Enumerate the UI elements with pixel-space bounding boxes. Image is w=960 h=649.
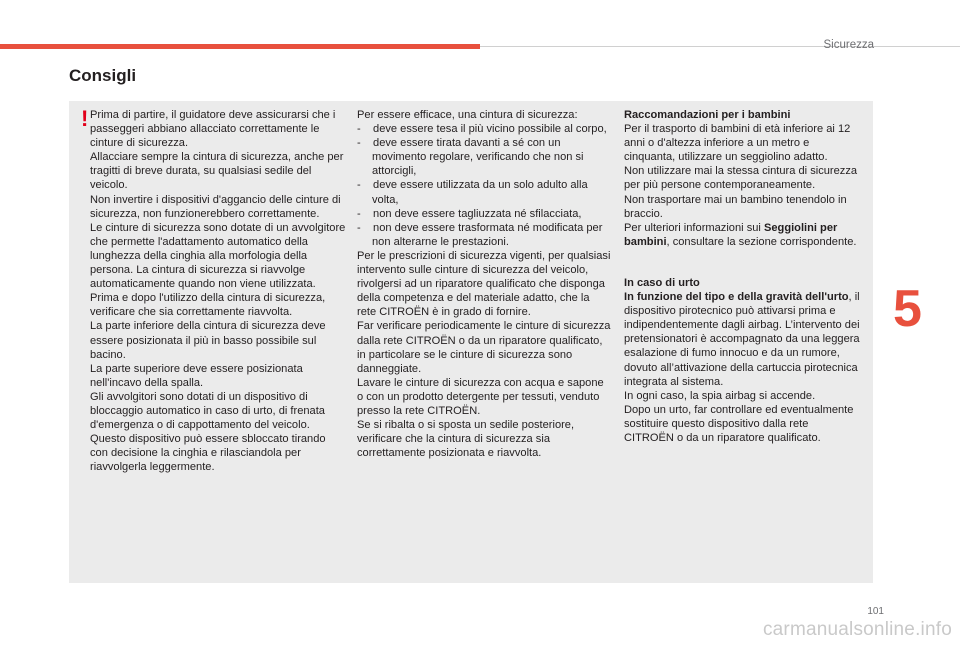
- list-item: - deve essere utilizzata da un solo adulto alla volta,: [357, 179, 588, 206]
- crash-heading: In caso di urto: [624, 276, 700, 289]
- column-right: [624, 108, 860, 445]
- header-divider: [480, 46, 960, 47]
- paragraph: Le cinture di sicurezza sono dotate di un avvolgitore che permette l'adattamento automatico della lunghezza della cinghia alla morfologia della persona. La cintura di sicurezza si riavvolge automaticamente quando non viene utilizzata.: [90, 221, 346, 291]
- spacer: [624, 249, 860, 276]
- children-heading: Raccomandazioni per i bambini: [624, 109, 791, 121]
- list-item: - deve essere tirata davanti a sé con un movimento regolare, verificando che non si attorcigli,: [357, 137, 584, 178]
- column-middle: [357, 108, 611, 460]
- paragraph: Lavare le cinture di sicurezza con acqua e sapone o con un prodotto detergente per tessuti, venduto presso la rete CITROËN.: [357, 376, 604, 417]
- paragraph: Prima di partire, il guidatore deve assicurarsi che i passeggeri abbiano allacciato correttamente le cinture di sicurezza.: [90, 109, 336, 150]
- chapter-number: 5: [893, 280, 922, 338]
- text-run: , consultare la sezione corrispondente.: [666, 235, 857, 248]
- list-intro: Per essere efficace, una cintura di sicurezza:: [357, 109, 578, 121]
- child-seats-reference: Seggiolini per bambini: [624, 221, 838, 248]
- paragraph: In ogni caso, la spia airbag si accende.: [624, 389, 816, 402]
- list-item: - non deve essere tagliuzzata né sfilacciata,: [357, 207, 582, 220]
- paragraph: [624, 290, 860, 389]
- paragraph: Non trasportare mai un bambino tenendolo in braccio.: [624, 193, 847, 220]
- paragraph: La parte superiore deve essere posizionata nell'incavo della spalla.: [90, 362, 303, 389]
- paragraph: Per le prescrizioni di sicurezza vigenti, per qualsiasi intervento sulle cinture di sicurezza del veicolo, rivolgersi ad un riparatore qualificato che disponga della competenza e del materiale adatto, che la rete CITROËN è in grado di fornire.: [357, 249, 611, 319]
- list-item: - deve essere tesa il più vicino possibile al corpo,: [357, 123, 607, 136]
- paragraph: Non utilizzare mai la stessa cintura di sicurezza per più persone contemporaneamente.: [624, 165, 858, 192]
- column-left: [90, 108, 346, 474]
- page-title: Consigli: [69, 66, 137, 85]
- paragraph: Far verificare periodicamente le cinture di sicurezza dalla rete CITROËN o da un riparatore qualificato, in particolare se le cinture di sicurezza sono danneggiate.: [357, 320, 611, 375]
- page-number: 101: [867, 606, 884, 617]
- paragraph: Per il trasporto di bambini di età inferiore ai 12 anni o d'altezza inferiore a un metro e cinquanta, utilizzare un seggiolino adatto.: [624, 123, 851, 164]
- paragraph: Prima e dopo l'utilizzo della cintura di sicurezza, verificare che sia correttamente riavvolta.: [90, 292, 326, 319]
- paragraph: [624, 221, 860, 249]
- warning-icon: !: [81, 106, 89, 131]
- paragraph: Gli avvolgitori sono dotati di un dispositivo di bloccaggio automatico in caso di urto, di frenata d'emergenza o di cappottamento del veicolo. Questo dispositivo può essere sbloccato tirando con decisione la cinghia e rilasciandola per riavvolgerla leggermente.: [90, 390, 326, 474]
- paragraph: Non invertire i dispositivi d'aggancio delle cinture di sicurezza, non funzionerebbero correttamente.: [90, 193, 341, 220]
- paragraph: Dopo un urto, far controllare ed eventualmente sostituire questo dispositivo dalla rete CITROËN o da un riparatore qualificato.: [624, 403, 854, 444]
- paragraph: La parte inferiore della cintura di sicurezza deve essere posizionata il più in basso possibile sul bacino.: [90, 320, 326, 361]
- crash-bold-lead: In funzione del tipo e della gravità dell'urto: [624, 291, 849, 304]
- section-title: Sicurezza: [823, 39, 874, 51]
- text-run: , il dispositivo pirotecnico può attivarsi prima e indipendentemente dagli airbag. L’intervento dei pretensionatori è accompagnato da una leggera esalazione di fumo innocuo e da un rumore, dovuto all’attivazione della cartuccia pirotecnica integrata al sistema.: [624, 291, 860, 388]
- list-item: - non deve essere trasformata né modificata per non alterarne le prestazioni.: [357, 221, 603, 248]
- paragraph: Allacciare sempre la cintura di sicurezza, anche per tragitti di breve durata, su qualsiasi sedile del veicolo.: [90, 151, 344, 192]
- paragraph: Se si ribalta o si sposta un sedile posteriore, verificare che la cintura di sicurezza sia correttamente posizionata e riavvolta.: [357, 419, 575, 460]
- text-run: Per ulteriori informazioni sui: [624, 221, 764, 234]
- header-accent-bar: [0, 44, 480, 49]
- watermark: carmanualsonline.info: [762, 619, 952, 640]
